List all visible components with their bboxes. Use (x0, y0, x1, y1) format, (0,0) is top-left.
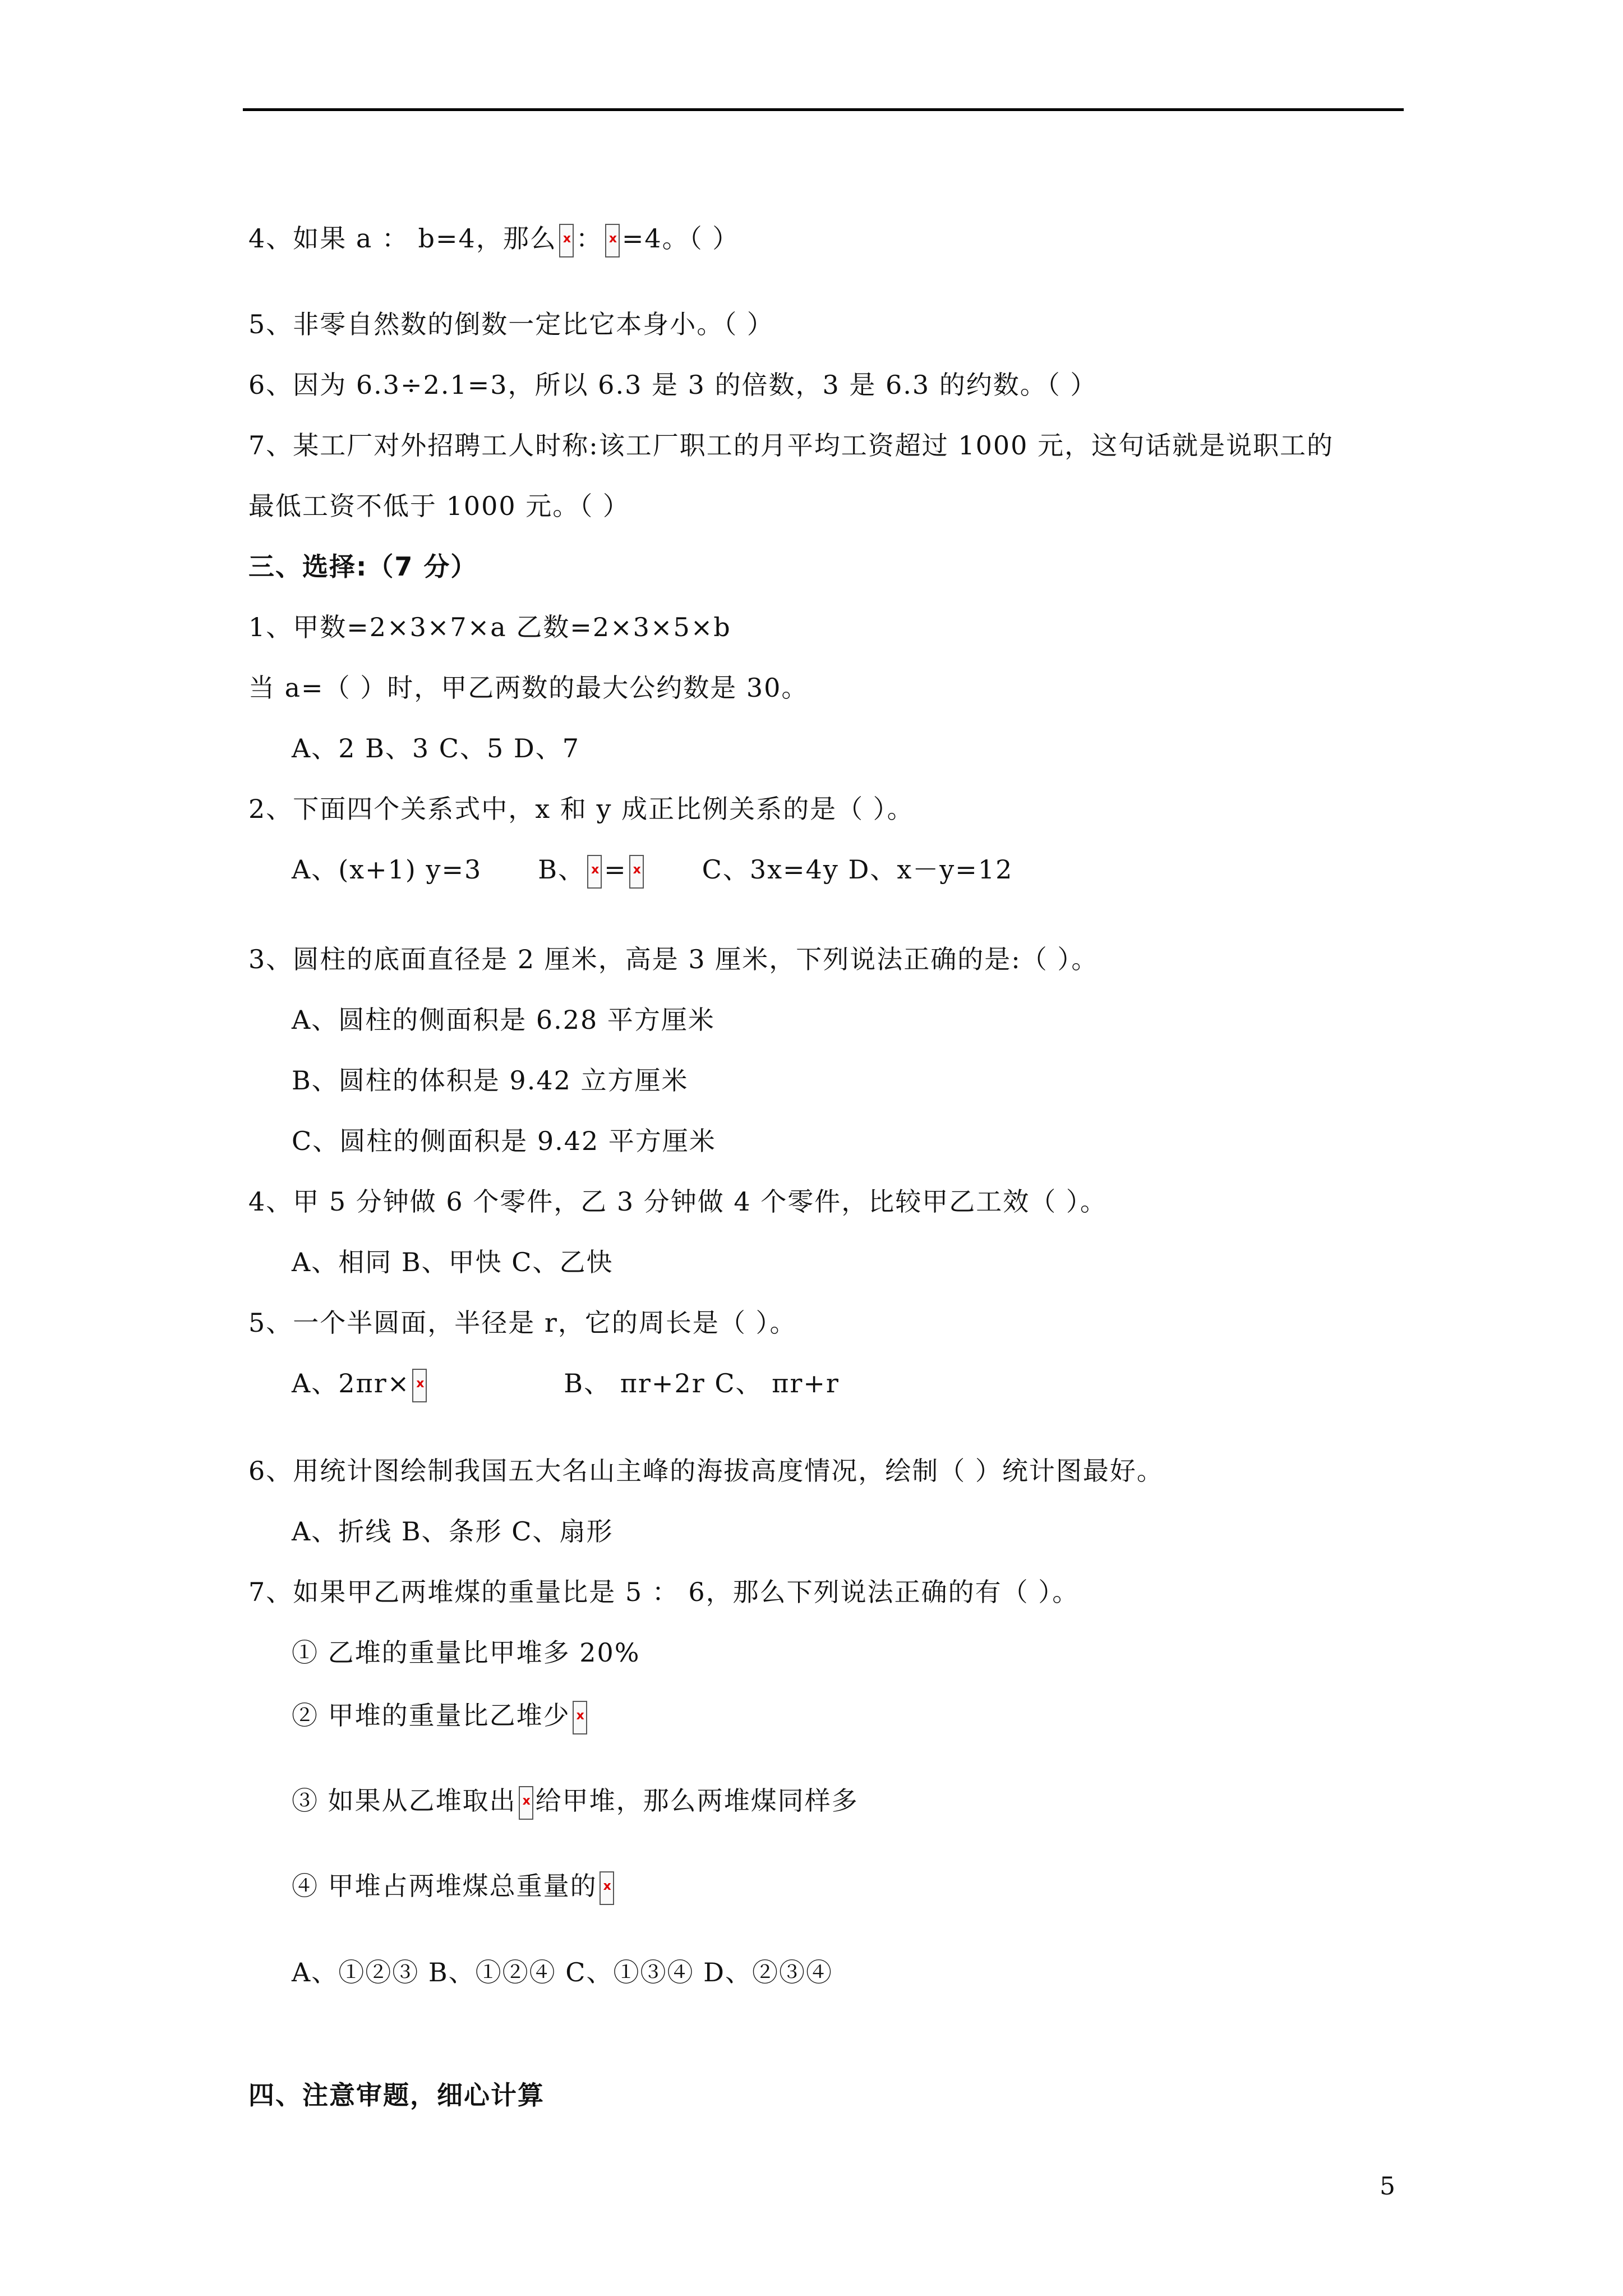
choice-q5: 5、一个半圆面，半径是 r，它的周长是（ ）。 (248, 1308, 797, 1338)
choice-q7-statement-4 (292, 1869, 616, 1905)
image-placeholder-icon (605, 224, 620, 257)
image-placeholder-icon (629, 855, 644, 889)
q2-options-cd: C、3x=4y D、x－y=12 (702, 854, 1013, 885)
choice-q3: 3、圆柱的底面直径是 2 厘米，高是 3 厘米，下列说法正确的是:（ ）。 (248, 944, 1099, 974)
choice-q7-options: A、①②③ B、①②④ C、①③④ D、②③④ (292, 1957, 833, 1987)
image-placeholder-icon (600, 1871, 614, 1905)
choice-q3-a: A、圆柱的侧面积是 6.28 平方厘米 (292, 1005, 715, 1035)
q2-option-a: A、(x+1) y=3 (292, 854, 482, 885)
q2-option-b-eq: = (604, 854, 627, 885)
judge-question-7-line2: 最低工资不低于 1000 元。（ ） (248, 491, 630, 521)
choice-q7-statement-3 (292, 1784, 859, 1820)
image-placeholder-icon (573, 1701, 587, 1734)
q7-statement-3-pre: ③ 如果从乙堆取出 (292, 1786, 517, 1816)
choice-q4: 4、甲 5 分钟做 6 个零件，乙 3 分钟做 4 个零件，比较甲乙工效（ ）。 (248, 1186, 1107, 1217)
choice-q1-line2: 当 a=（ ）时，甲乙两数的最大公约数是 30。 (248, 673, 809, 703)
section-4-title: 四、注意审题，细心计算 (248, 2080, 545, 2110)
q2-option-b-label: B、 (538, 854, 585, 885)
q4-prefix: 4、如果 a ： b=4，那么 (248, 223, 557, 254)
image-placeholder-icon (559, 224, 574, 257)
judge-question-6: 6、因为 6.3÷2.1=3，所以 6.3 是 3 的倍数，3 是 6.3 的约数。（ ） (248, 370, 1098, 400)
choice-q1-line1: 1、甲数=2×3×7×a 乙数=2×3×5×b (248, 612, 731, 642)
choice-q6: 6、用统计图绘制我国五大名山主峰的海拔高度情况，绘制（ ）统计图最好。 (248, 1456, 1164, 1486)
choice-q7-statement-1: ① 乙堆的重量比甲堆多 20% (292, 1637, 640, 1668)
choice-q1-options: A、2 B、3 C、5 D、7 (292, 733, 580, 763)
choice-q3-b: B、圆柱的体积是 9.42 立方厘米 (292, 1065, 689, 1096)
q5-options-bc: B、 πr+2r C、 πr+r (564, 1368, 840, 1398)
q4-colon: ： (575, 223, 603, 254)
q4-suffix: =4。（ ） (621, 223, 740, 254)
image-placeholder-icon (587, 855, 602, 889)
judge-question-5: 5、非零自然数的倒数一定比它本身小。（ ） (248, 309, 774, 339)
q7-statement-2-text: ② 甲堆的重量比乙堆少 (292, 1700, 570, 1731)
judge-question-7-line1: 7、某工厂对外招聘工人时称:该工厂职工的月平均工资超过 1000 元，这句话就是说职工的 (248, 430, 1334, 461)
choice-q2-options (292, 853, 1013, 889)
choice-q5-options (292, 1366, 840, 1402)
image-placeholder-icon (519, 1786, 533, 1820)
q5-option-a: A、2πr× (292, 1368, 411, 1398)
choice-q2: 2、下面四个关系式中，x 和 y 成正比例关系的是（ ）。 (248, 794, 914, 824)
choice-q3-c: C、圆柱的侧面积是 9.42 平方厘米 (292, 1126, 716, 1156)
judge-question-4 (248, 222, 739, 257)
choice-q6-options: A、折线 B、条形 C、扇形 (292, 1516, 614, 1547)
page-number: 5 (1380, 2172, 1395, 2201)
choice-q4-options: A、相同 B、甲快 C、乙快 (292, 1247, 614, 1277)
q7-statement-4-text: ④ 甲堆占两堆煤总重量的 (292, 1871, 597, 1901)
q7-statement-3-post: 给甲堆，那么两堆煤同样多 (535, 1786, 859, 1816)
header-rule (243, 108, 1404, 111)
section-3-title: 三、选择:（7 分） (248, 551, 478, 582)
choice-q7-statement-2 (292, 1699, 589, 1734)
choice-q7: 7、如果甲乙两堆煤的重量比是 5 ： 6，那么下列说法正确的有（ ）。 (248, 1577, 1080, 1607)
image-placeholder-icon (412, 1369, 427, 1402)
